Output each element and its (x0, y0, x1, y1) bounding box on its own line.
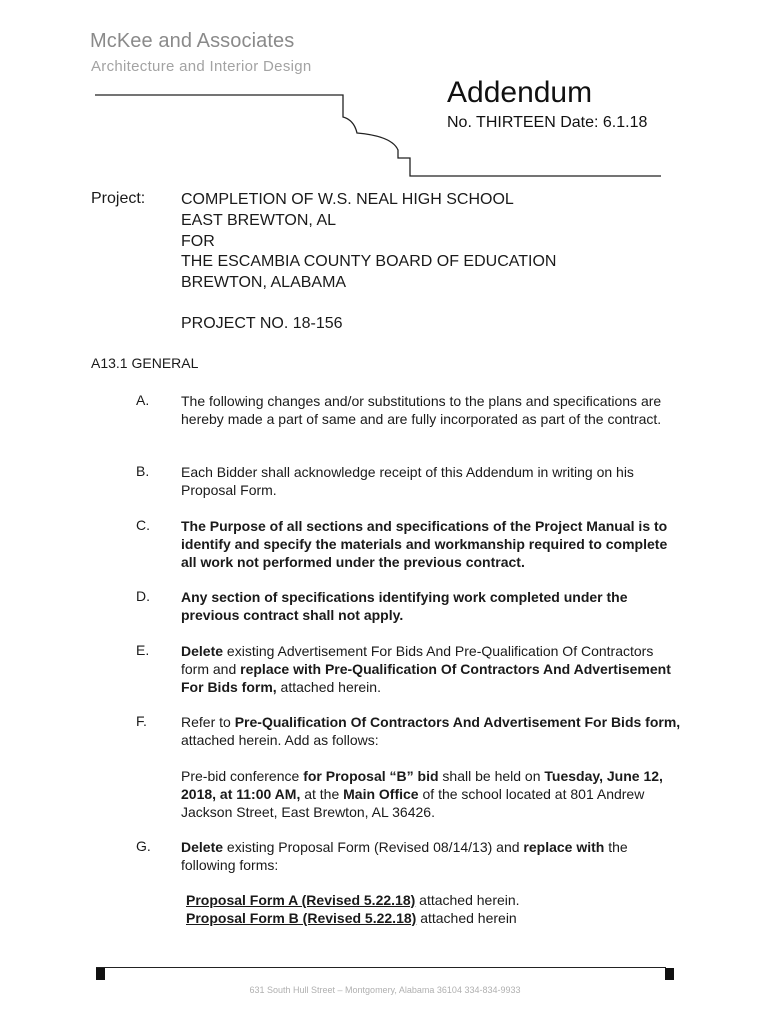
item-e-bold-delete: Delete (181, 643, 224, 659)
item-e-text-part: attached herein. (276, 679, 381, 695)
prebid-date-bold: Tuesday, June 12, 2018, at 11:00 AM, (181, 768, 663, 802)
footer-rule (96, 967, 666, 968)
item-d-letter: D. (136, 588, 150, 604)
item-f-text-part: attached herein. Add as follows: (181, 732, 379, 748)
item-c-text: The Purpose of all sections and specifications of the Project Manual is to identify and specify the materials and workmanship required to complete all work not performed under the previous contract. (181, 518, 668, 570)
proposal-form-list (186, 891, 686, 927)
project-label: Project: (91, 190, 146, 207)
item-g-bold-replace: replace with (523, 839, 605, 855)
item-a-letter: A. (136, 392, 150, 408)
item-e-text (181, 642, 681, 696)
item-f-prebid (181, 767, 681, 821)
footer-address: 631 South Hull Street – Montgomery, Alabama 36104 334-834-9933 (249, 985, 521, 995)
item-g-bold-delete: Delete (181, 839, 224, 855)
item-b-letter: B. (136, 463, 150, 479)
prebid-part: at the (300, 786, 344, 802)
item-f-text (181, 713, 681, 749)
prebid-part: Pre-bid conference (181, 768, 304, 784)
addendum-title: Addendum (447, 76, 593, 109)
item-f-letter: F. (136, 713, 147, 729)
item-a-text: The following changes and/or substitutions to the plans and specifications are hereby made a part of same and are fully incorporated as part of the contract. (181, 393, 662, 427)
project-line: BREWTON, ALABAMA (181, 274, 347, 292)
prebid-bold: for Proposal “B” bid (303, 768, 439, 784)
item-e-bold-replace: replace with Pre-Qualification Of Contractors And Advertisement For Bids form, (181, 661, 671, 695)
item-e-letter: E. (136, 642, 150, 658)
proposal-form-a-name: Proposal Form A (Revised 5.22.18) (186, 892, 416, 908)
item-d-text: Any section of specifications identifying work completed under the previous contract shall not apply. (181, 589, 628, 623)
item-e-text-part: existing Advertisement For Bids And Pre-Qualification Of Contractors form and (181, 643, 654, 677)
project-line: FOR (181, 232, 215, 250)
item-g-text-part: existing Proposal Form (Revised 08/14/13) and (223, 839, 524, 855)
prebid-part: shall be held on (438, 768, 545, 784)
item-g-letter: G. (136, 838, 151, 854)
item-f-text-part: Refer to (181, 714, 235, 730)
item-b-text: Each Bidder shall acknowledge receipt of this Addendum in writing on his Proposal Form. (181, 464, 634, 498)
proposal-form-a-suffix: attached herein. (415, 892, 520, 908)
firm-name: McKee and Associates (90, 30, 295, 52)
proposal-form-b-suffix: attached herein (416, 910, 517, 926)
section-heading: A13.1 GENERAL (91, 355, 199, 371)
item-c-letter: C. (136, 517, 150, 533)
project-details (181, 190, 556, 294)
project-line: COMPLETION OF W.S. NEAL HIGH SCHOOL (181, 191, 514, 208)
item-f-bold-form: Pre-Qualification Of Contractors And Advertisement For Bids form, (234, 714, 681, 730)
proposal-form-b (186, 909, 686, 927)
firm-tagline: Architecture and Interior Design (91, 58, 312, 75)
item-g-text-part: the following forms: (181, 839, 628, 873)
footer-square-right (665, 968, 674, 980)
prebid-part: of the school located at 801 Andrew Jackson Street, East Brewton, AL 36426. (181, 786, 645, 820)
header-divider (0, 0, 770, 190)
proposal-form-b-name: Proposal Form B (Revised 5.22.18) (186, 910, 417, 926)
proposal-form-a (186, 891, 686, 909)
project-line: EAST BREWTON, AL (181, 211, 337, 229)
item-g-text (181, 838, 681, 874)
project-number: PROJECT NO. 18-156 (181, 315, 343, 332)
prebid-office-bold: Main Office (343, 786, 419, 802)
addendum-subtitle: No. THIRTEEN Date: 6.1.18 (447, 114, 648, 131)
footer-square-left (96, 968, 105, 980)
project-line: THE ESCAMBIA COUNTY BOARD OF EDUCATION (181, 253, 557, 271)
